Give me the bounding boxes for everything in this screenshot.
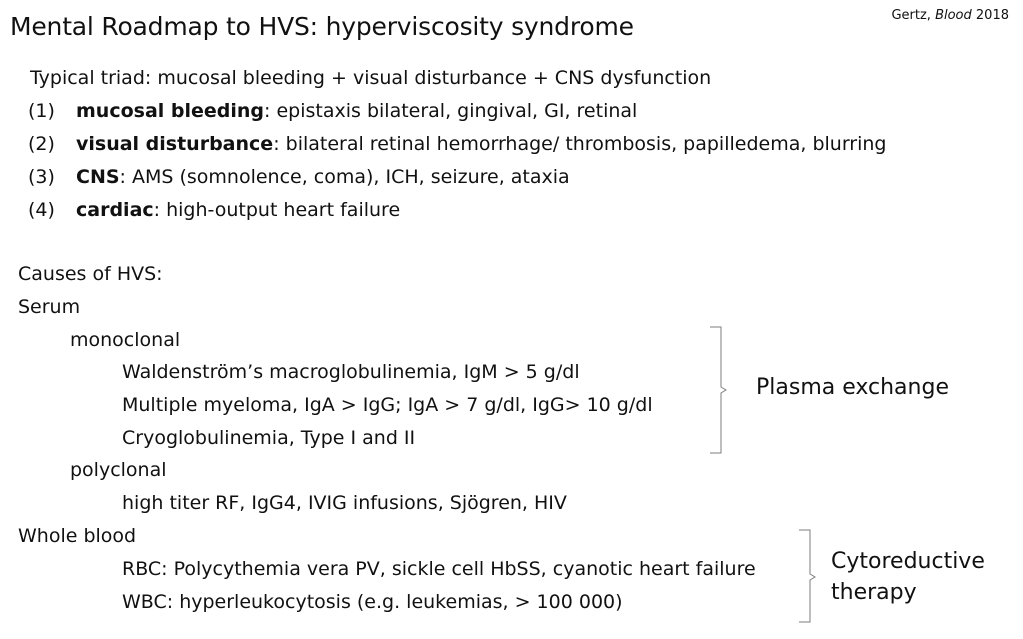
monoclonal-item: Multiple myeloma, IgA > IgG; IgA > 7 g/dl, IgG> 10 g/dl <box>122 394 653 416</box>
cytoreductive-label <box>831 546 985 608</box>
cytoreductive-label-line2: therapy <box>831 580 917 605</box>
citation-author: Gertz, <box>891 8 936 23</box>
cytoreductive-brace <box>797 529 817 625</box>
triad-item-number: (3) <box>28 166 55 188</box>
triad-item-number: (2) <box>28 133 55 155</box>
monoclonal-item: Cryoglobulinemia, Type I and II <box>122 427 416 449</box>
triad-item-number: (1) <box>28 100 55 122</box>
plasma-brace <box>708 326 728 456</box>
triad-item-term: visual disturbance <box>76 133 274 155</box>
triad-item <box>28 100 637 122</box>
whole-blood-item: WBC: hyperleukocytosis (e.g. leukemias, > 100 000) <box>122 591 623 613</box>
citation-journal: Blood <box>935 8 972 23</box>
whole-blood-item: RBC: Polycythemia vera PV, sickle cell HbSS, cyanotic heart failure <box>122 558 756 580</box>
serum-heading: Serum <box>18 296 81 318</box>
triad-item <box>28 166 570 188</box>
polyclonal-heading: polyclonal <box>70 459 167 481</box>
citation <box>891 8 1009 23</box>
plasma-exchange-label: Plasma exchange <box>756 375 949 400</box>
triad-item-number: (4) <box>28 199 55 221</box>
whole-blood-heading: Whole blood <box>18 525 137 547</box>
triad-item-desc: : bilateral retinal hemorrhage/ thrombosis, papilledema, blurring <box>273 133 887 155</box>
causes-heading: Causes of HVS: <box>18 263 163 285</box>
cytoreductive-label-line1: Cytoreductive <box>831 549 985 574</box>
triad-item <box>28 133 887 155</box>
monoclonal-item: Waldenström’s macroglobulinemia, IgM > 5 g/dl <box>122 361 580 383</box>
triad-item-term: cardiac <box>76 199 154 221</box>
triad-item-desc: : epistaxis bilateral, gingival, GI, retinal <box>264 100 638 122</box>
monoclonal-heading: monoclonal <box>70 329 181 351</box>
citation-year: 2018 <box>971 8 1009 23</box>
polyclonal-item: high titer RF, IgG4, IVIG infusions, Sjögren, HIV <box>122 492 567 514</box>
triad-item-term: mucosal bleeding <box>76 100 265 122</box>
page-title: Mental Roadmap to HVS: hyperviscosity syndrome <box>10 12 634 41</box>
triad-item-desc: : high-output heart failure <box>153 199 401 221</box>
triad-item-term: CNS <box>76 166 120 188</box>
triad-intro: Typical triad: mucosal bleeding + visual disturbance + CNS dysfunction <box>30 67 712 89</box>
triad-item-desc: : AMS (somnolence, coma), ICH, seizure, ataxia <box>119 166 570 188</box>
triad-item <box>28 199 400 221</box>
